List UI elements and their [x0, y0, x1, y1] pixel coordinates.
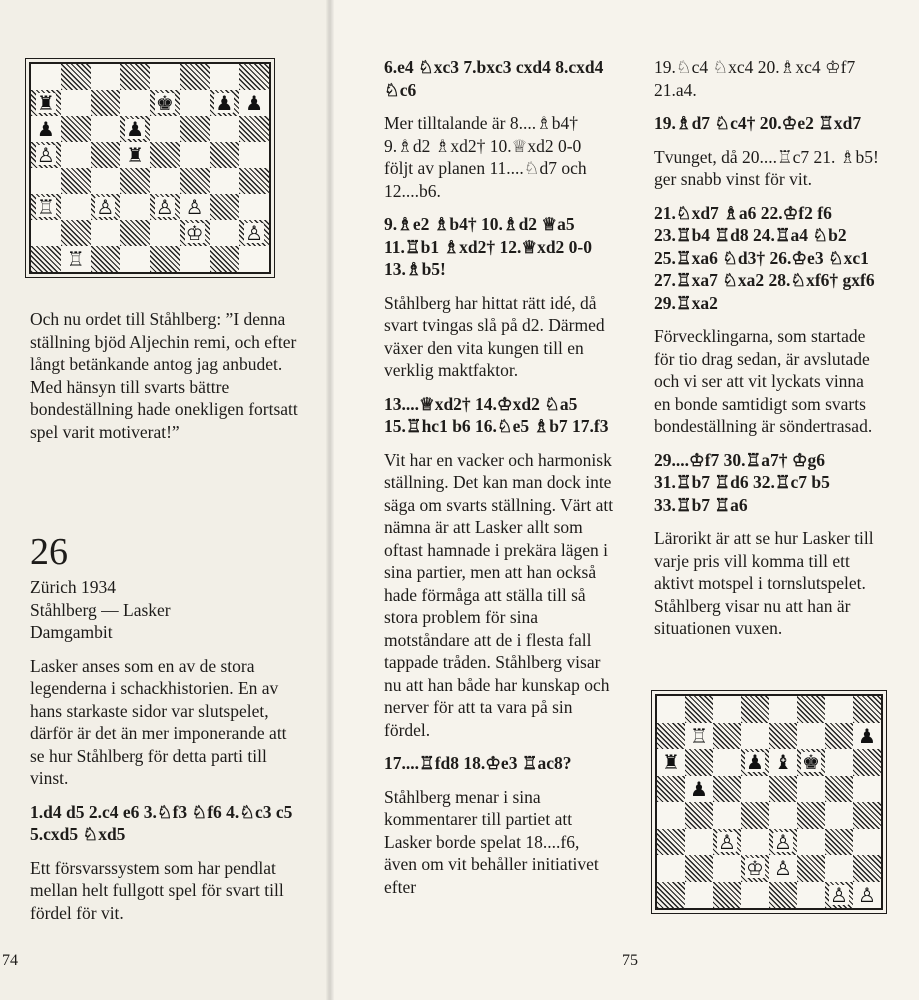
diagram-caption: Och nu ordet till Ståhlberg: ”I denna ställning bjöd Aljechin remi, och efter långt betänkande antog jag anbudet. Med hänsyn till svarts bättre bondeställning hade onekligen fortsatt spel varit motiverat!” — [30, 309, 298, 442]
board-square — [120, 116, 150, 142]
black-pawn-icon: ♟ — [858, 723, 876, 748]
board-square — [713, 882, 741, 909]
board-square — [31, 168, 61, 194]
board-square — [210, 194, 240, 220]
board-square — [741, 749, 769, 776]
board-square — [825, 802, 853, 829]
book-gutter — [326, 0, 334, 1000]
black-pawn-icon: ♟ — [215, 91, 234, 115]
intro-text: Lasker anses som en av de stora legenderna i schackhistorien. En av hans starkaste sidor var slutspelet, därför är det än mer imponerande att se hur Ståhlberg för detta parti till vinst. — [30, 655, 287, 788]
moves-text: 17....♖fd8 18.♔e3 ♖ac8? — [384, 753, 572, 773]
board-square — [91, 168, 121, 194]
board-square — [239, 168, 269, 194]
black-rook-icon: ♜ — [126, 143, 145, 167]
board-square — [797, 882, 825, 909]
board-square — [769, 882, 797, 909]
board-square — [91, 116, 121, 142]
board-square — [180, 116, 210, 142]
board-square — [91, 90, 121, 116]
board-square — [210, 168, 240, 194]
white-pawn-icon: ♙ — [774, 856, 792, 881]
moves-text: 6.e4 ♘xc3 7.bxc3 cxd4 8.cxd4 ♘c6 — [384, 57, 604, 100]
board-square — [31, 116, 61, 142]
white-king-icon: ♔ — [746, 856, 764, 881]
page-number-left: 74 — [2, 952, 18, 969]
game-players: Ståhlberg — Lasker — [30, 599, 171, 620]
board-square — [685, 882, 713, 909]
game-number: 26 — [30, 531, 68, 573]
black-king-icon: ♚ — [155, 91, 174, 115]
board-square — [180, 194, 210, 220]
board-square — [685, 802, 713, 829]
board-square — [825, 776, 853, 803]
white-pawn-icon: ♙ — [155, 195, 174, 219]
white-rook-icon: ♖ — [36, 195, 55, 219]
moves-text: 19.♗d7 ♘c4† 20.♔e2 ♖xd7 — [654, 113, 862, 133]
left-column — [30, 308, 298, 935]
board-square — [91, 64, 121, 90]
board-square — [853, 723, 881, 750]
board-square — [713, 749, 741, 776]
board-square — [741, 882, 769, 909]
board-square — [657, 776, 685, 803]
board-square — [657, 802, 685, 829]
white-pawn-icon: ♙ — [718, 829, 736, 854]
board-square — [853, 829, 881, 856]
board-square — [825, 882, 853, 909]
board-square — [741, 855, 769, 882]
commentary-text: Lärorikt är att se hur Lasker till varje pris vill komma till ett aktivt motspel i tornslutspelet. Ståhlberg visar nu att han är situationen vuxen. — [654, 528, 874, 638]
board-square — [797, 749, 825, 776]
board-square — [713, 723, 741, 750]
board-square — [150, 246, 180, 272]
board-square — [685, 723, 713, 750]
board-square — [180, 168, 210, 194]
board-square — [61, 168, 91, 194]
white-rook-icon: ♖ — [690, 723, 708, 748]
board-square — [713, 776, 741, 803]
board-square — [150, 64, 180, 90]
white-pawn-icon: ♙ — [858, 882, 876, 907]
board-square — [769, 696, 797, 723]
board-square — [797, 776, 825, 803]
board-square — [239, 64, 269, 90]
board-square — [120, 142, 150, 168]
chess-diagram-right — [655, 694, 883, 910]
moves-text: 21.♘xd7 ♗a6 22.♔f2 f6 23.♖b4 ♖d8 24.♖a4 ♘b2 25.♖xa6 ♘d3† 26.♔e3 ♘xc1 27.♖xa7 ♘xa2 28.♘xf6† gxf6 29.♖xa2 — [654, 202, 875, 313]
board-square — [150, 116, 180, 142]
board-square — [120, 220, 150, 246]
board-square — [239, 220, 269, 246]
board-square — [825, 749, 853, 776]
black-rook-icon: ♜ — [662, 750, 680, 775]
moves-text: 1.d4 d5 2.c4 e6 3.♘f3 ♘f6 4.♘c3 c5 5.cxd5 ♘xd5 — [30, 801, 293, 844]
white-pawn-icon: ♙ — [96, 195, 115, 219]
board-square — [150, 194, 180, 220]
board-square — [31, 64, 61, 90]
board-square — [210, 116, 240, 142]
board-square — [120, 246, 150, 272]
board-square — [61, 64, 91, 90]
board-square — [180, 220, 210, 246]
board-square — [853, 749, 881, 776]
board-square — [91, 194, 121, 220]
moves-text: 29....♔f7 30.♖a7† ♔g6 31.♖b7 ♖d6 32.♖c7 b5 33.♖b7 ♖a6 — [654, 449, 830, 515]
board-square — [825, 696, 853, 723]
page-number-right: 75 — [622, 952, 638, 969]
board-square — [769, 723, 797, 750]
board-square — [741, 776, 769, 803]
board-square — [210, 90, 240, 116]
board-square — [797, 696, 825, 723]
commentary-text: 19.♘c4 ♘xc4 20.♗xc4 ♔f7 21.a4. — [654, 57, 856, 100]
board-square — [61, 116, 91, 142]
board-square — [713, 829, 741, 856]
black-bishop-icon: ♝ — [774, 750, 792, 775]
black-pawn-icon: ♟ — [126, 117, 145, 141]
board-square — [657, 829, 685, 856]
board-square — [31, 142, 61, 168]
board-square — [685, 829, 713, 856]
white-pawn-icon: ♙ — [830, 882, 848, 907]
commentary-text: Mer tilltalande är 8....♗b4† 9.♗d2 ♗xd2† 10.♕xd2 0-0 följt av planen 11....♘d7 och 12....b6. — [384, 113, 587, 201]
board-square — [685, 696, 713, 723]
board-square — [120, 64, 150, 90]
board-square — [210, 142, 240, 168]
commentary-text: Ett försvarssystem som har pendlat mellan helt fullgott spel för svart till fördel för vit. — [30, 857, 284, 923]
board-square — [657, 882, 685, 909]
commentary-text: Ståhlberg har hittat rätt idé, då svart tvingas slå på d2. Därmed växer den vita kungen till en verklig maktfaktor. — [384, 292, 605, 380]
board-square — [180, 64, 210, 90]
board-square — [685, 749, 713, 776]
board-square — [741, 696, 769, 723]
board-square — [825, 829, 853, 856]
board-square — [797, 829, 825, 856]
white-pawn-icon: ♙ — [245, 221, 264, 245]
board-square — [853, 696, 881, 723]
board-square — [31, 220, 61, 246]
board-square — [239, 142, 269, 168]
black-pawn-icon: ♟ — [690, 776, 708, 801]
board-square — [180, 90, 210, 116]
board-square — [741, 723, 769, 750]
board-square — [120, 168, 150, 194]
board-square — [150, 220, 180, 246]
moves-text: 13....♕xd2† 14.♔xd2 ♘a5 15.♖hc1 b6 16.♘e5 ♗b7 17.f3 — [384, 393, 609, 436]
moves-text: 9.♗e2 ♗b4† 10.♗d2 ♕a5 11.♖b1 ♗xd2† 12.♕xd2 0-0 13.♗b5! — [384, 214, 593, 279]
board-square — [180, 142, 210, 168]
board-square — [150, 142, 180, 168]
board-square — [685, 855, 713, 882]
board-square — [769, 855, 797, 882]
white-pawn-icon: ♙ — [36, 143, 55, 167]
board-square — [853, 802, 881, 829]
board-square — [769, 749, 797, 776]
white-rook-icon: ♖ — [66, 247, 85, 271]
right-column-1 — [384, 56, 614, 909]
board-square — [31, 246, 61, 272]
commentary-text: Vit har en vacker och harmonisk ställning. Det kan man dock inte säga om svarts ställning. Värt att nämna är att Lasker allt som oftast hamnade i prekära lägen i sina partier, men att han också hade förmåga att ställa till så stora problem för sina motståndare att de i flesta fall tappade tråden. Ståhlberg visar nu att han både har kunskap och nerver för att ta vara på sin fördel. — [384, 449, 614, 740]
board-square — [769, 802, 797, 829]
board-square — [657, 696, 685, 723]
board-square — [61, 142, 91, 168]
game-place: Zürich 1934 — [30, 577, 117, 597]
board-square — [657, 855, 685, 882]
board-square — [120, 90, 150, 116]
right-column-2 — [654, 56, 884, 651]
board-square — [91, 142, 121, 168]
board-square — [853, 855, 881, 882]
board-square — [685, 776, 713, 803]
board-square — [769, 829, 797, 856]
board-square — [853, 882, 881, 909]
board-square — [797, 855, 825, 882]
board-square — [825, 855, 853, 882]
board-square — [210, 246, 240, 272]
board-square — [239, 246, 269, 272]
board-square — [180, 246, 210, 272]
game-opening: Damgambit — [30, 622, 113, 642]
board-square — [61, 194, 91, 220]
board-square — [713, 855, 741, 882]
chess-diagram-left — [29, 62, 271, 274]
black-pawn-icon: ♟ — [245, 91, 264, 115]
board-square — [120, 194, 150, 220]
board-square — [797, 802, 825, 829]
black-king-icon: ♚ — [802, 750, 820, 775]
board-square — [61, 90, 91, 116]
board-square — [31, 194, 61, 220]
board-square — [853, 776, 881, 803]
board-square — [210, 220, 240, 246]
board-square — [741, 829, 769, 856]
white-king-icon: ♔ — [185, 221, 204, 245]
board-square — [713, 696, 741, 723]
board-square — [769, 776, 797, 803]
black-pawn-icon: ♟ — [746, 750, 764, 775]
commentary-text: Ståhlberg menar i sina kommentarer till partiet att Lasker borde spelat 18....f6, även om vit behåller initiativet efter — [384, 786, 599, 897]
board-square — [61, 220, 91, 246]
board-square — [239, 116, 269, 142]
white-pawn-icon: ♙ — [185, 195, 204, 219]
board-square — [741, 802, 769, 829]
board-square — [657, 749, 685, 776]
board-square — [210, 64, 240, 90]
white-pawn-icon: ♙ — [774, 829, 792, 854]
board-square — [713, 802, 741, 829]
board-square — [150, 168, 180, 194]
board-square — [797, 723, 825, 750]
commentary-text: Tvunget, då 20....♖c7 21. ♗b5! ger snabb vinst för vit. — [654, 146, 879, 189]
board-square — [657, 723, 685, 750]
board-square — [91, 220, 121, 246]
board-square — [825, 723, 853, 750]
board-square — [239, 90, 269, 116]
black-pawn-icon: ♟ — [36, 117, 55, 141]
board-square — [150, 90, 180, 116]
black-rook-icon: ♜ — [36, 91, 55, 115]
board-square — [31, 90, 61, 116]
board-square — [91, 246, 121, 272]
board-square — [61, 246, 91, 272]
commentary-text: Förvecklingarna, som startade för tio drag sedan, är avslutade och vi ser att vit lyckats vinna en bonde samtidigt som svarts bondeställning är söndertrasad. — [654, 326, 873, 436]
board-square — [239, 194, 269, 220]
